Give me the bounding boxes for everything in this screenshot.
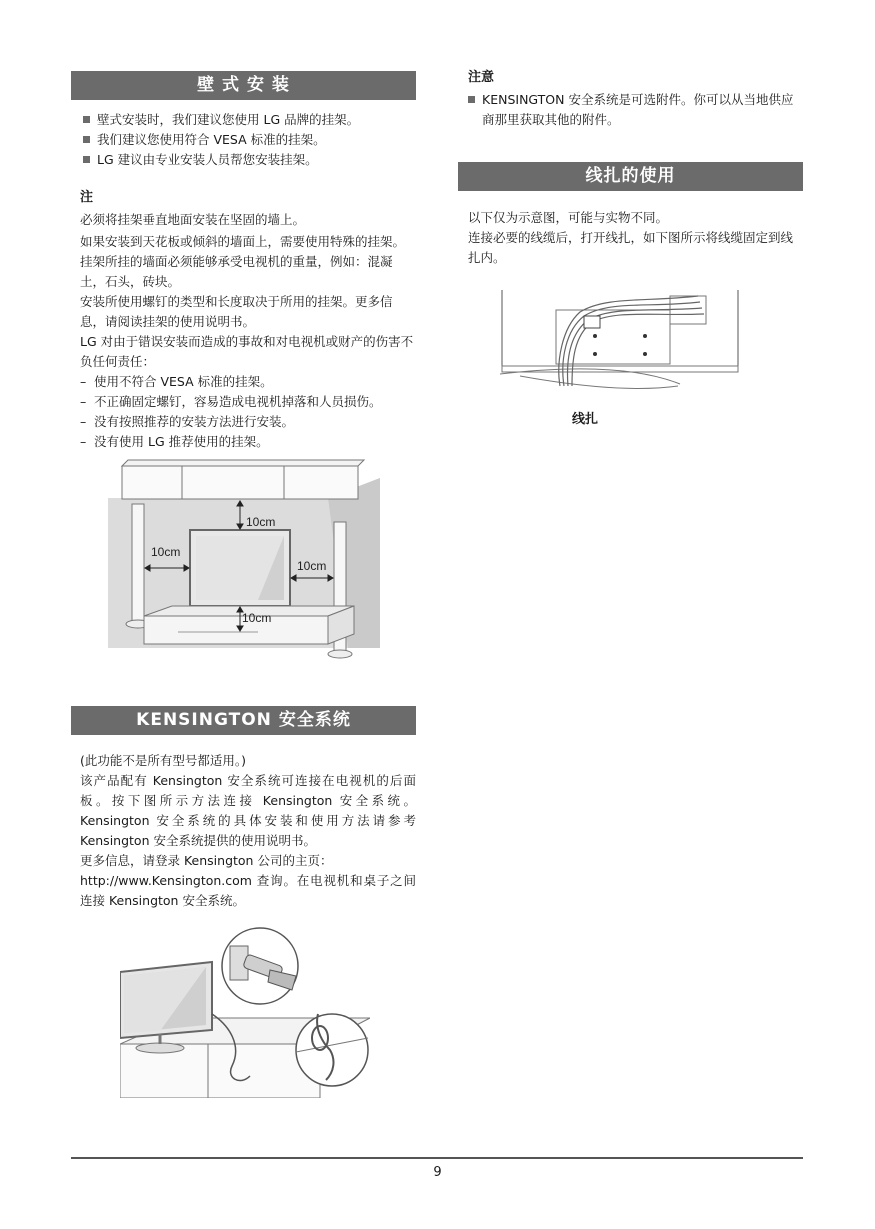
note-dash-item: – 没有按照推荐的安装方法进行安装。	[80, 412, 416, 432]
notice-block	[468, 68, 803, 130]
note-paragraph: LG 对由于错误安装而造成的事故和对电视机或财产的伤害不负任何责任：	[80, 334, 414, 369]
wall-mount-illustration	[108, 458, 380, 666]
note-dash-list	[80, 372, 416, 452]
notice-bullet: KENSINGTON 安全系统是可选附件。你可以从当地供应商那里获取其他的附件。	[468, 90, 803, 130]
note-title: 注	[80, 190, 94, 205]
clearance-label-left: 10cm	[151, 545, 181, 559]
kensington-paragraph: (此功能不是所有型号都适用。)	[80, 753, 247, 768]
kensington-illustration	[120, 926, 370, 1098]
footer-divider	[71, 1157, 803, 1159]
kensington-title: KENSINGTON 安全系统	[71, 706, 416, 735]
note-dash-item: – 使用不符合 VESA 标准的挂架。	[80, 372, 416, 392]
clearance-label-bottom: 10cm	[242, 611, 272, 625]
cable-tie-title: 线扎的使用	[458, 162, 803, 191]
wall-mount-bullet: 我们建议您使用符合 VESA 标准的挂架。	[83, 130, 416, 150]
clearance-label-right: 10cm	[297, 559, 327, 573]
notice-bullets	[468, 90, 803, 130]
wall-mount-bullets	[83, 110, 416, 170]
clearance-label-top: 10cm	[246, 515, 276, 529]
cable-tie-caption: 线扎	[572, 412, 599, 427]
kensington-body	[80, 751, 416, 911]
kensington-paragraph: 该产品配有 Kensington 安全系统可连接在电视机的后面板。按下图所示方法连接 Kensington 安全系统。Kensington 安全系统的具体安装和使用方法请参考 Kensington 安全系统提供的使用说明书。	[80, 773, 416, 848]
note-paragraph: 安装所使用螺钉的类型和长度取决于所用的挂架。更多信息，请阅读挂架的使用说明书。	[80, 294, 393, 329]
notice-title: 注意	[468, 70, 495, 85]
wall-mount-bullet: LG 建议由专业安装人员帮您安装挂架。	[83, 150, 416, 170]
cable-tie-paragraph: 以下仅为示意图，可能与实物不同。	[468, 210, 669, 225]
cable-tie-illustration	[500, 290, 742, 392]
wall-mount-note	[80, 188, 416, 452]
wall-mount-bullet: 壁式安装时，我们建议您使用 LG 品牌的挂架。	[83, 110, 416, 130]
note-dash-item: – 没有使用 LG 推荐使用的挂架。	[80, 432, 416, 452]
wall-mount-title: 壁 式 安 装	[71, 71, 416, 100]
cable-tie-body	[468, 208, 803, 268]
kensington-paragraph: 更多信息，请登录 Kensington 公司的主页：	[80, 853, 333, 868]
note-paragraph: 如果安装到天花板或倾斜的墙面上，需要使用特殊的挂架。挂架所挂的墙面必须能够承受电视机的重量，例如：混凝土，石头，砖块。	[80, 234, 406, 289]
note-dash-item: – 不正确固定螺钉，容易造成电视机掉落和人员损伤。	[80, 392, 416, 412]
page-number: 9	[433, 1165, 442, 1180]
cable-tie-paragraph: 连接必要的线缆后，打开线扎，如下图所示将线缆固定到线扎内。	[468, 230, 794, 265]
kensington-paragraph: http://www.Kensington.com 查询。在电视机和桌子之间连接 Kensington 安全系统。	[80, 873, 416, 908]
note-paragraph: 必须将挂架垂直地面安装在坚固的墙上。	[80, 212, 306, 227]
